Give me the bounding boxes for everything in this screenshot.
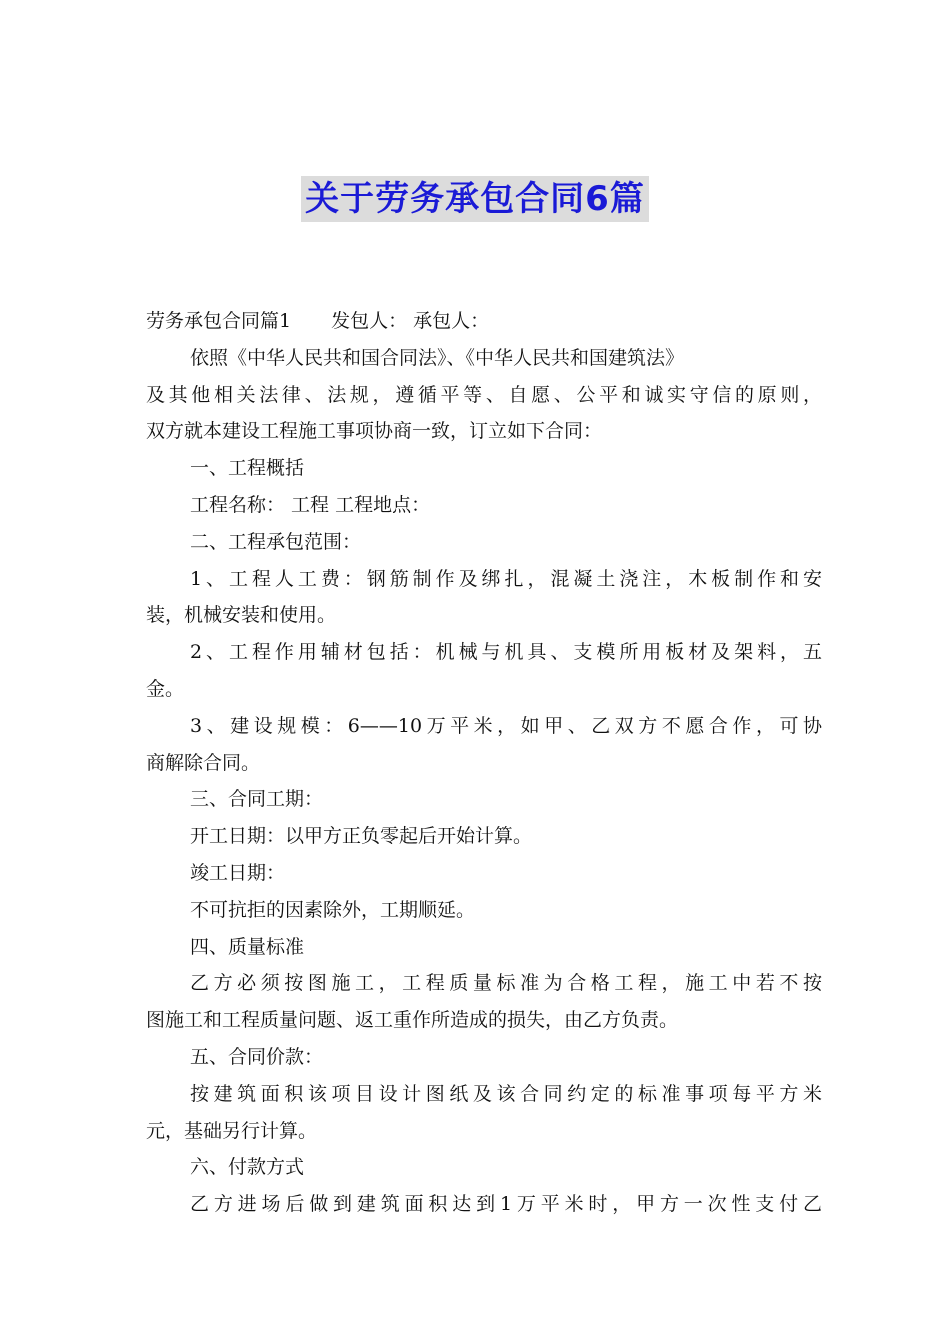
paragraph-line: 不可抗拒的因素除外，工期顺延。: [190, 898, 476, 921]
paragraph-line: 乙方必须按图施工，工程质量标准为合格工程，施工中若不按: [190, 972, 822, 995]
paragraph-line: 图施工和工程质量问题、返工重作所造成的损失，由乙方负责。: [146, 1009, 679, 1032]
paragraph-line: 及其他相关法律、法规，遵循平等、自愿、公平和诚实守信的原则，: [146, 383, 822, 406]
section-heading: 三、合同工期：: [190, 788, 324, 811]
section-heading: 一、工程概括: [190, 457, 305, 480]
paragraph-line: 双方就本建设工程施工事项协商一致，订立如下合同：: [146, 420, 603, 443]
contract-part-label: 劳务承包合同篇1: [146, 310, 292, 332]
paragraph-line: 开工日期：以甲方正负零起后开始计算。: [190, 825, 533, 848]
title-container: [0, 176, 950, 222]
header-line: [146, 303, 822, 340]
document-title: 关于劳务承包合同6篇: [301, 176, 649, 222]
paragraph-line: 商解除合同。: [146, 751, 261, 774]
paragraph-line: 元，基础另行计算。: [146, 1119, 318, 1142]
paragraph-line: 按建筑面积该项目设计图纸及该合同约定的标准事项每平方米: [190, 1082, 822, 1105]
paragraph-line: 金。: [146, 677, 185, 700]
section-heading: 六、付款方式: [190, 1156, 305, 1179]
paragraph-line: 1、工程人工费：钢筋制作及绑扎，混凝土浇注，木板制作和安: [190, 567, 822, 590]
paragraph-line: 竣工日期：: [190, 861, 286, 884]
paragraph-line: 3、建设规模：6——10万平米，如甲、乙双方不愿合作，可协: [190, 714, 822, 737]
document-body: [146, 303, 822, 1223]
section-heading: 四、质量标准: [190, 935, 305, 958]
paragraph-line: 工程名称： 工程 工程地点：: [190, 493, 431, 516]
employer-label: 发包人：: [331, 310, 408, 332]
section-heading: 二、工程承包范围：: [190, 530, 362, 553]
paragraph-line: 2、工程作用辅材包括：机械与机具、支模所用板材及架料，五: [190, 641, 822, 664]
paragraph-line: 装，机械安装和使用。: [146, 604, 337, 627]
paragraph-line: 依照《中华人民共和国合同法》、《中华人民共和国建筑法》: [190, 346, 685, 369]
contractor-label: 承包人：: [413, 310, 490, 332]
paragraph-line: 乙方进场后做到建筑面积达到1万平米时，甲方一次性支付乙: [190, 1193, 822, 1216]
section-heading: 五、合同价款：: [190, 1045, 324, 1068]
